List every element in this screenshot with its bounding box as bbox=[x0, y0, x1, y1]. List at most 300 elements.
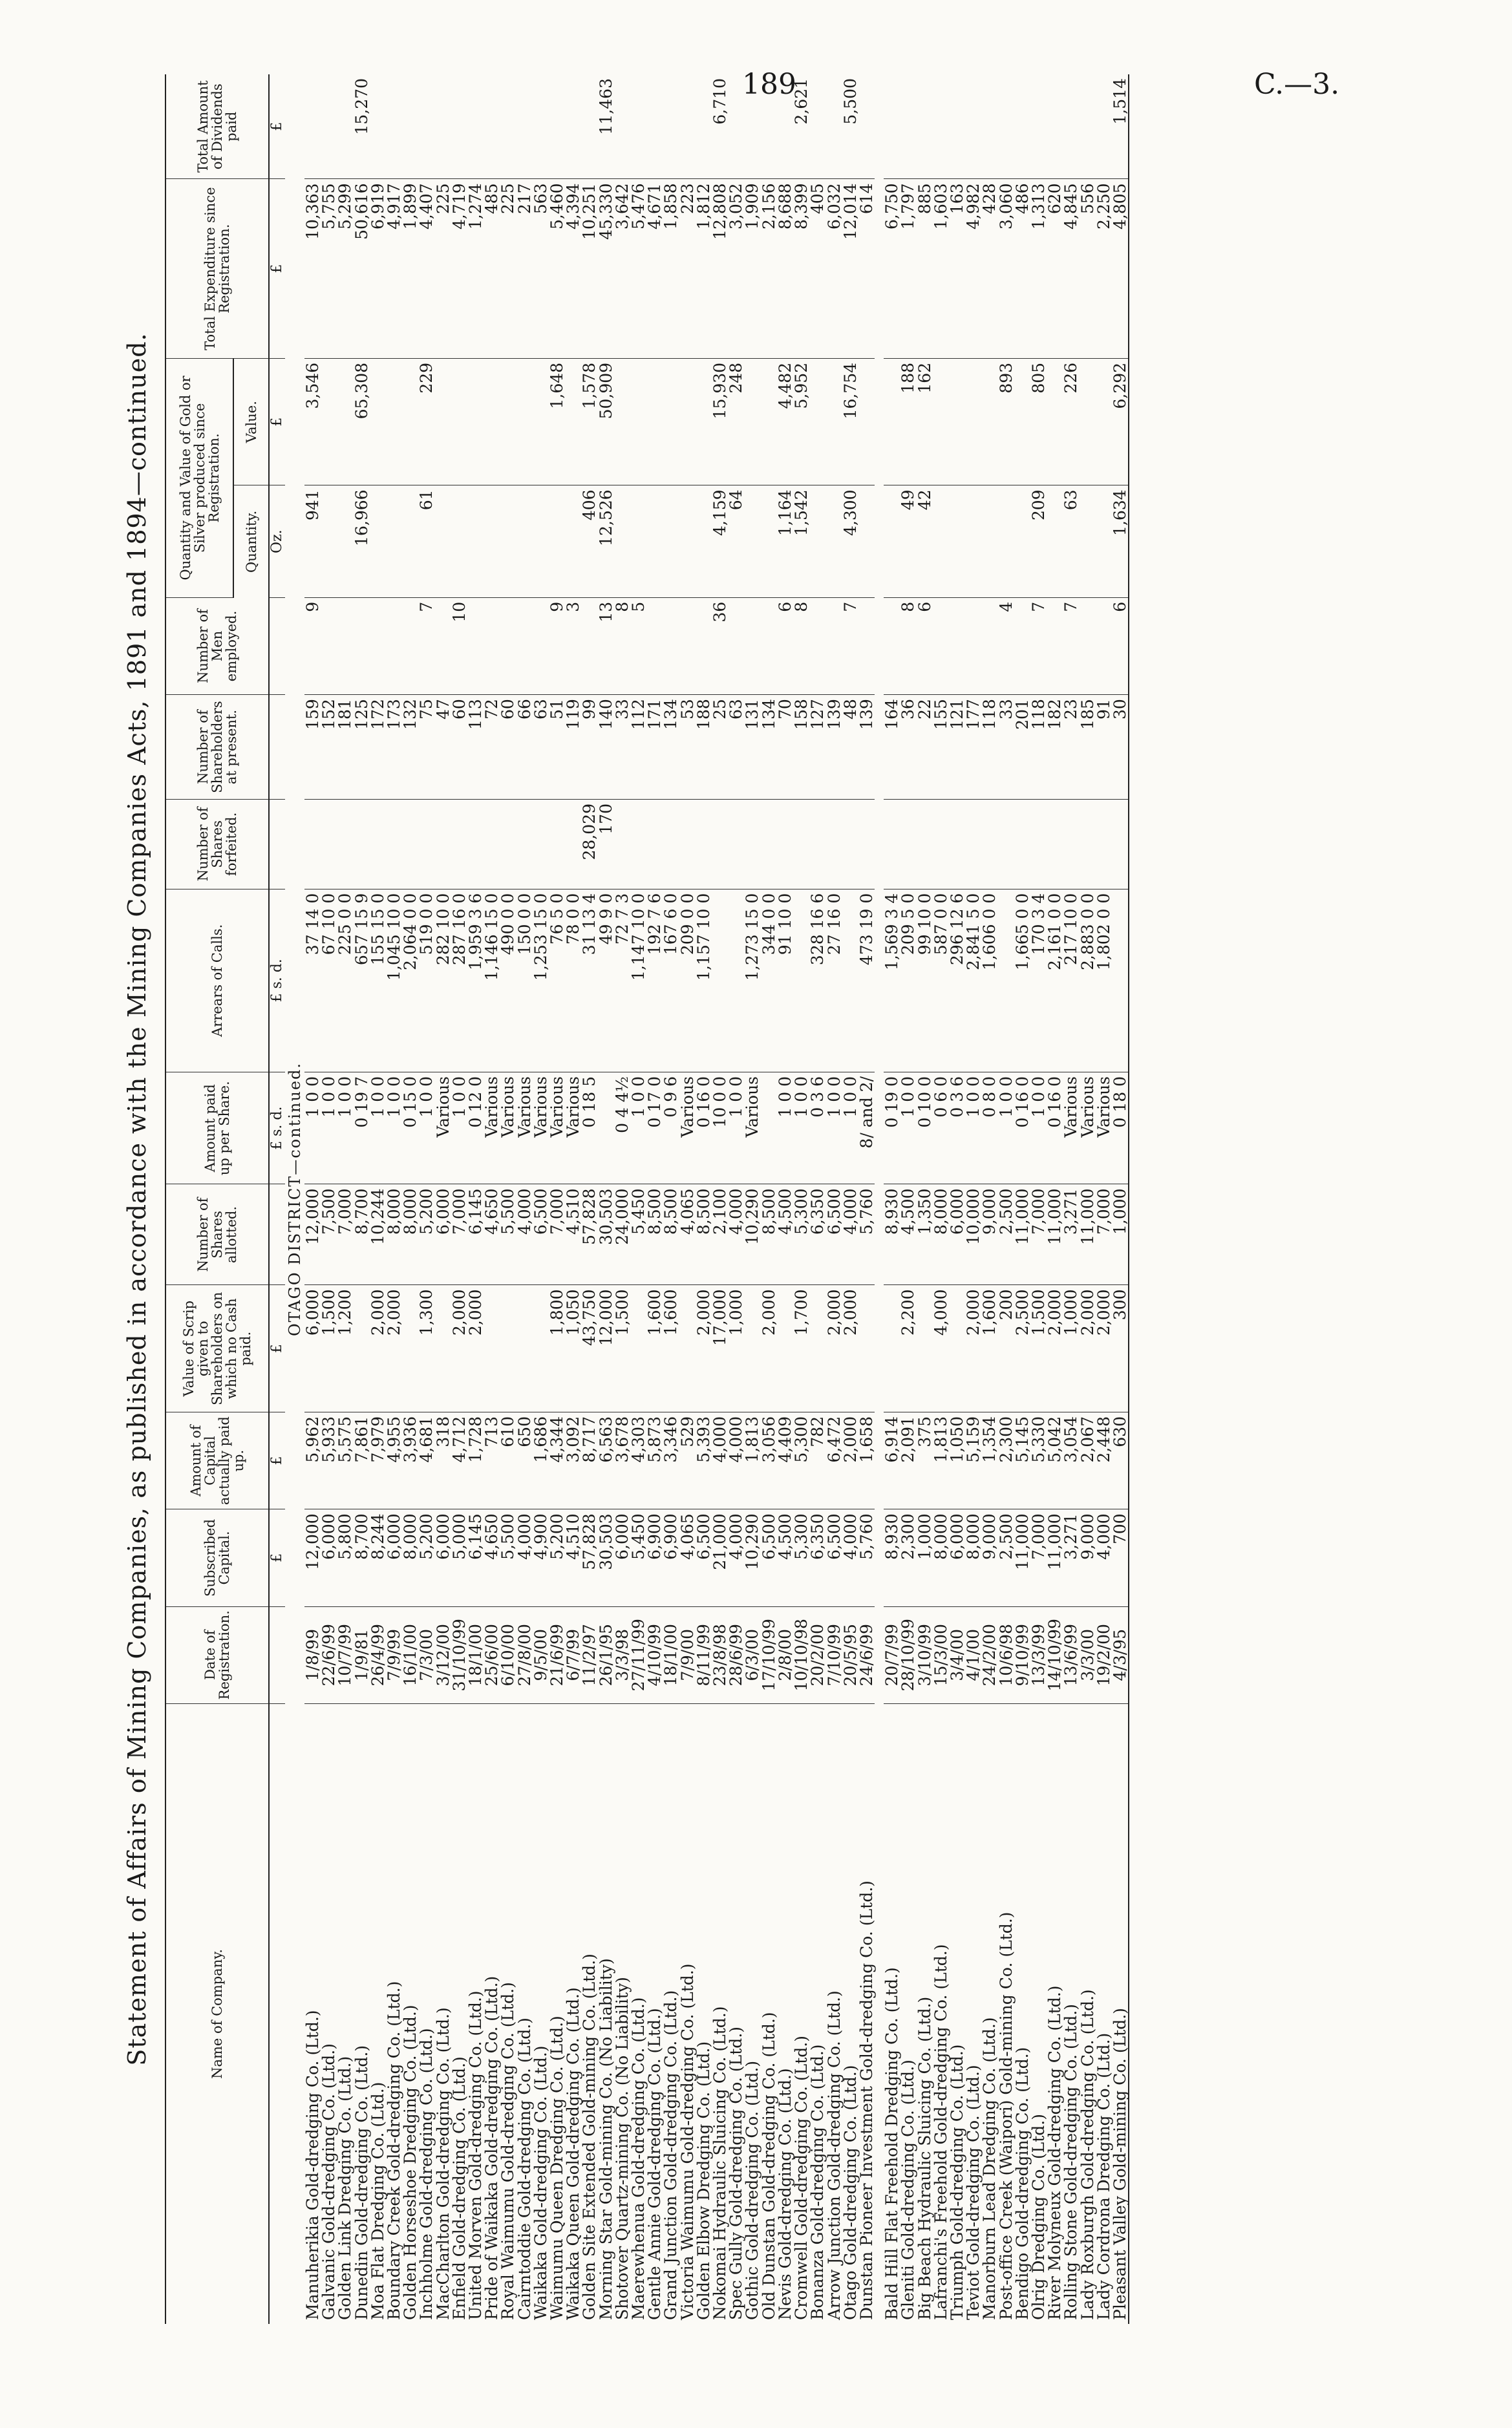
cell-alloted: 5,300 bbox=[793, 1184, 809, 1285]
cell-men: 9 bbox=[304, 597, 321, 694]
cell-ps: 0 9 6 bbox=[663, 1072, 679, 1184]
cell-arr: 1,606 0 0 bbox=[981, 889, 997, 1072]
cell-date: 10/10/98 bbox=[793, 1606, 809, 1703]
cell-name: Manuherikia Gold-dredging Co. (Ltd.) bbox=[303, 2010, 322, 2320]
cell-paid: 1,813 bbox=[933, 1412, 949, 1509]
cell-scrip: 1,000 bbox=[1063, 1285, 1079, 1412]
cell-forf bbox=[826, 800, 842, 889]
cell-date: 7/10/99 bbox=[826, 1606, 842, 1703]
cell-name: Bendigo Gold-dredging Co. (Ltd.) bbox=[1012, 2047, 1032, 2320]
cell-paid: 8,717 bbox=[581, 1412, 597, 1509]
cell-forf bbox=[728, 800, 744, 889]
cell-qty: 61 bbox=[418, 485, 434, 597]
cell-exp: 486 bbox=[1014, 179, 1030, 358]
cell-date: 6/3/00 bbox=[744, 1606, 760, 1703]
cell-alloted: 11,000 bbox=[1047, 1184, 1063, 1285]
cell-val bbox=[1096, 358, 1112, 485]
cell-name: Golden Site Extended Gold-mining Co. (Ltd.) bbox=[580, 1954, 599, 2320]
cell-alloted: 10,000 bbox=[965, 1184, 981, 1285]
cell-div bbox=[1014, 74, 1030, 179]
cell-sub: 5,200 bbox=[418, 1509, 434, 1606]
cell-men: 7 bbox=[1063, 597, 1079, 694]
cell-men bbox=[386, 597, 402, 694]
cell-scrip: 1,300 bbox=[418, 1285, 434, 1412]
cell-paid: 3,346 bbox=[663, 1412, 679, 1509]
cell-ps: 0 10 0 bbox=[917, 1072, 933, 1184]
cell-ps: 1 0 0 bbox=[370, 1072, 386, 1184]
cell-exp: 1,812 bbox=[696, 179, 712, 358]
cell-paid: 4,681 bbox=[418, 1412, 434, 1509]
cell-hold: 113 bbox=[467, 695, 484, 800]
cell-sub: 6,000 bbox=[614, 1509, 630, 1606]
table-row bbox=[858, 74, 875, 2324]
cell-hold: 131 bbox=[744, 695, 760, 800]
unit-per-share: £ s. d. bbox=[269, 1072, 285, 1184]
col-scrip: Value of Scrip given to Shareholders on which no Cash paid. bbox=[165, 1285, 269, 1412]
cell-sub: 8,000 bbox=[965, 1509, 981, 1606]
cell-qty: 16,966 bbox=[354, 485, 370, 597]
cell-men: 7 bbox=[842, 597, 858, 694]
cell-exp: 4,407 bbox=[418, 179, 434, 358]
col-subscribed: Subscribed Capital. bbox=[165, 1509, 269, 1606]
cell-sub: 4,650 bbox=[484, 1509, 500, 1606]
cell-scrip: 1,500 bbox=[321, 1285, 337, 1412]
cell-name: Gentle Annie Gold-dredging Co. (Ltd.) bbox=[645, 2008, 665, 2320]
cell-exp: 8,399 bbox=[793, 179, 809, 358]
cell-qty: 4,300 bbox=[842, 485, 858, 597]
cell-date: 16/1/00 bbox=[402, 1606, 418, 1703]
cell-alloted: 7,000 bbox=[1030, 1184, 1047, 1285]
cell-exp: 163 bbox=[949, 179, 965, 358]
cell-val bbox=[965, 358, 981, 485]
cell-div bbox=[1096, 74, 1112, 179]
cell-qty bbox=[981, 485, 997, 597]
cell-qty bbox=[998, 485, 1014, 597]
cell-men bbox=[1014, 597, 1030, 694]
cell-men bbox=[533, 597, 549, 694]
cell-scrip bbox=[679, 1285, 696, 1412]
cell-val bbox=[884, 358, 900, 485]
cell-forf bbox=[386, 800, 402, 889]
cell-men bbox=[981, 597, 997, 694]
cell-men bbox=[500, 597, 516, 694]
cell-qty bbox=[484, 485, 500, 597]
cell-ps: 0 16 0 bbox=[1047, 1072, 1063, 1184]
cell-forf bbox=[900, 800, 916, 889]
cell-val bbox=[337, 358, 353, 485]
cell-name: Moa Flat Dredging Co. (Ltd.) bbox=[368, 2082, 387, 2320]
cell-forf bbox=[884, 800, 900, 889]
cell-men bbox=[402, 597, 418, 694]
cell-sub: 7,000 bbox=[1030, 1509, 1047, 1606]
cell-qty bbox=[1096, 485, 1112, 597]
cell-sub: 8,700 bbox=[354, 1509, 370, 1606]
cell-forf bbox=[370, 800, 386, 889]
cell-arr: 192 7 6 bbox=[646, 889, 663, 1072]
cell-ps: Various bbox=[1063, 1072, 1079, 1184]
cell-hold: 36 bbox=[900, 695, 916, 800]
cell-paid: 4,409 bbox=[777, 1412, 793, 1509]
cell-scrip: 2,500 bbox=[1014, 1285, 1030, 1412]
cell-sub: 4,000 bbox=[842, 1509, 858, 1606]
cell-paid: 4,955 bbox=[386, 1412, 402, 1509]
cell-paid: 2,067 bbox=[1080, 1412, 1096, 1509]
table-row bbox=[809, 74, 825, 2324]
cell-name: Dunstan Pioneer Investment Gold-dredging Co. (Ltd.) bbox=[857, 1880, 876, 2320]
cell-arr: 209 0 0 bbox=[679, 889, 696, 1072]
cell-paid: 1,813 bbox=[744, 1412, 760, 1509]
cell-alloted: 8,500 bbox=[696, 1184, 712, 1285]
cell-div bbox=[998, 74, 1014, 179]
cell-exp: 12,808 bbox=[712, 179, 728, 358]
cell-name: Waikaka Queen Gold-dredging Co. (Ltd.) bbox=[564, 1987, 583, 2320]
cell-qty: 64 bbox=[728, 485, 744, 597]
cell-paid: 5,393 bbox=[696, 1412, 712, 1509]
cell-name: Inchholme Gold-dredging Co. (Ltd.) bbox=[417, 2028, 436, 2320]
cell-date: 6/7/99 bbox=[565, 1606, 581, 1703]
table-row bbox=[533, 74, 549, 2324]
cell-sub: 8,244 bbox=[370, 1509, 386, 1606]
cell-men bbox=[484, 597, 500, 694]
cell-val bbox=[370, 358, 386, 485]
cell-forf bbox=[858, 800, 875, 889]
cell-scrip: 2,000 bbox=[761, 1285, 777, 1412]
cell-paid: 3,936 bbox=[402, 1412, 418, 1509]
cell-paid: 5,145 bbox=[1014, 1412, 1030, 1509]
cell-qty bbox=[679, 485, 696, 597]
col-gold-group: Quantity and Value of Gold or Silver produced since Registration. bbox=[165, 358, 233, 597]
cell-val: 65,308 bbox=[354, 358, 370, 485]
document-code: C.—3. bbox=[1254, 68, 1340, 101]
cell-scrip bbox=[533, 1285, 549, 1412]
cell-val bbox=[451, 358, 467, 485]
cell-date: 3/10/99 bbox=[917, 1606, 933, 1703]
table-row bbox=[842, 74, 858, 2324]
cell-alloted: 4,650 bbox=[484, 1184, 500, 1285]
cell-exp: 4,845 bbox=[1063, 179, 1079, 358]
cell-forf bbox=[696, 800, 712, 889]
cell-sub: 10,290 bbox=[744, 1509, 760, 1606]
cell-exp: 225 bbox=[435, 179, 451, 358]
cell-name: Rolling Stone Gold-dredging Co. (Ltd.) bbox=[1061, 2004, 1081, 2320]
cell-exp: 3,060 bbox=[998, 179, 1014, 358]
cell-name: Cairntoddie Gold-dredging Co. (Ltd.) bbox=[515, 2018, 534, 2320]
col-paid-up: Amount of Capital actually paid up. bbox=[165, 1412, 269, 1509]
cell-val bbox=[467, 358, 484, 485]
cell-ps: 1 0 0 bbox=[451, 1072, 467, 1184]
cell-div bbox=[981, 74, 997, 179]
cell-paid: 5,300 bbox=[793, 1412, 809, 1509]
cell-exp: 6,032 bbox=[826, 179, 842, 358]
cell-name: Waikaka Gold-dredging Co. (Ltd.) bbox=[531, 2045, 550, 2320]
cell-alloted: 11,000 bbox=[1014, 1184, 1030, 1285]
cell-ps: 0 18 0 bbox=[1112, 1072, 1129, 1184]
cell-alloted: 8,930 bbox=[884, 1184, 900, 1285]
cell-name: Enfield Gold-dredging Co. (Ltd.) bbox=[449, 2056, 469, 2320]
cell-exp: 3,642 bbox=[614, 179, 630, 358]
cell-scrip: 200 bbox=[998, 1285, 1014, 1412]
table-row bbox=[484, 74, 500, 2324]
cell-name: MacCharlton Gold-dredging Co. (Ltd.) bbox=[433, 2007, 453, 2320]
cell-arr: 27 16 0 bbox=[826, 889, 842, 1072]
cell-ps: Various bbox=[435, 1072, 451, 1184]
cell-forf bbox=[516, 800, 533, 889]
cell-scrip: 2,000 bbox=[1047, 1285, 1063, 1412]
cell-date: 20/5/95 bbox=[842, 1606, 858, 1703]
cell-forf bbox=[565, 800, 581, 889]
cell-hold: 139 bbox=[826, 695, 842, 800]
cell-men bbox=[744, 597, 760, 694]
cell-sub: 5,760 bbox=[858, 1509, 875, 1606]
cell-sub: 6,900 bbox=[663, 1509, 679, 1606]
cell-hold: 47 bbox=[435, 695, 451, 800]
cell-val bbox=[826, 358, 842, 485]
cell-arr bbox=[1112, 889, 1129, 1072]
cell-scrip bbox=[809, 1285, 825, 1412]
cell-name: Golden Horseshoe Dredging Co. (Ltd.) bbox=[401, 2005, 420, 2320]
cell-men: 36 bbox=[712, 597, 728, 694]
cell-qty bbox=[467, 485, 484, 597]
cell-scrip bbox=[402, 1285, 418, 1412]
cell-ps: Various bbox=[565, 1072, 581, 1184]
cell-sub: 30,503 bbox=[598, 1509, 614, 1606]
cell-exp: 10,251 bbox=[581, 179, 597, 358]
cell-date: 17/10/99 bbox=[761, 1606, 777, 1703]
cell-forf bbox=[1030, 800, 1047, 889]
cell-div bbox=[614, 74, 630, 179]
cell-ps: 1 0 0 bbox=[728, 1072, 744, 1184]
cell-hold: 33 bbox=[614, 695, 630, 800]
page-number: 189 bbox=[742, 68, 796, 101]
cell-div bbox=[900, 74, 916, 179]
cell-exp: 405 bbox=[809, 179, 825, 358]
cell-qty bbox=[858, 485, 875, 597]
cell-name: Olrig Dredging Co. (Ltd.) bbox=[1028, 2114, 1048, 2320]
cell-hold: 118 bbox=[1030, 695, 1047, 800]
unit-paid-up: £ bbox=[269, 1412, 285, 1509]
cell-ps: 0 16 0 bbox=[1014, 1072, 1030, 1184]
cell-div bbox=[809, 74, 825, 179]
cell-alloted: 6,350 bbox=[809, 1184, 825, 1285]
table-row bbox=[679, 74, 696, 2324]
cell-div: 15,270 bbox=[354, 74, 370, 179]
cell-alloted: 8,500 bbox=[663, 1184, 679, 1285]
cell-alloted: 24,000 bbox=[614, 1184, 630, 1285]
cell-ps bbox=[761, 1072, 777, 1184]
cell-forf bbox=[1014, 800, 1030, 889]
cell-scrip: 6,000 bbox=[304, 1285, 321, 1412]
cell-date: 28/10/99 bbox=[900, 1606, 916, 1703]
cell-paid: 630 bbox=[1112, 1412, 1129, 1509]
cell-qty bbox=[1080, 485, 1096, 597]
cell-qty bbox=[321, 485, 337, 597]
cell-date: 28/6/99 bbox=[728, 1606, 744, 1703]
cell-ps: 1 0 0 bbox=[793, 1072, 809, 1184]
cell-val: 893 bbox=[998, 358, 1014, 485]
table-row bbox=[386, 74, 402, 2324]
cell-exp: 5,299 bbox=[337, 179, 353, 358]
cell-men: 10 bbox=[451, 597, 467, 694]
cell-qty bbox=[884, 485, 900, 597]
cell-paid: 2,300 bbox=[998, 1412, 1014, 1509]
cell-sub: 12,000 bbox=[304, 1509, 321, 1606]
cell-sub: 3,271 bbox=[1063, 1509, 1079, 1606]
cell-hold: 171 bbox=[646, 695, 663, 800]
cell-arr: 1,569 3 4 bbox=[884, 889, 900, 1072]
cell-scrip bbox=[949, 1285, 965, 1412]
cell-forf bbox=[679, 800, 696, 889]
unit-arrears: £ s. d. bbox=[269, 889, 285, 1072]
cell-forf bbox=[842, 800, 858, 889]
cell-paid: 5,575 bbox=[337, 1412, 353, 1509]
cell-forf bbox=[809, 800, 825, 889]
cell-hold: 127 bbox=[809, 695, 825, 800]
cell-exp: 225 bbox=[500, 179, 516, 358]
col-men: Number of Men employed. bbox=[165, 597, 269, 694]
cell-val bbox=[663, 358, 679, 485]
cell-paid: 318 bbox=[435, 1412, 451, 1509]
cell-men: 13 bbox=[598, 597, 614, 694]
cell-scrip: 2,000 bbox=[386, 1285, 402, 1412]
cell-men: 9 bbox=[549, 597, 565, 694]
cell-scrip: 1,600 bbox=[981, 1285, 997, 1412]
cell-forf: 28,029 bbox=[581, 800, 597, 889]
cell-hold: 119 bbox=[565, 695, 581, 800]
cell-hold: 172 bbox=[370, 695, 386, 800]
cell-sub: 6,000 bbox=[321, 1509, 337, 1606]
cell-ps: 1 0 0 bbox=[965, 1072, 981, 1184]
cell-scrip: 1,500 bbox=[1030, 1285, 1047, 1412]
cell-alloted: 8,500 bbox=[646, 1184, 663, 1285]
cell-hold: 63 bbox=[728, 695, 744, 800]
cell-men bbox=[1080, 597, 1096, 694]
cell-name: Gleniti Gold-dredging Co. (Ltd.) bbox=[899, 2060, 918, 2320]
cell-sub: 6,000 bbox=[386, 1509, 402, 1606]
cell-div bbox=[321, 74, 337, 179]
cell-exp: 1,797 bbox=[900, 179, 916, 358]
cell-qty: 406 bbox=[581, 485, 597, 597]
cell-name: Triumph Gold-dredging Co. (Ltd.) bbox=[947, 2044, 966, 2320]
cell-sub: 4,065 bbox=[679, 1509, 696, 1606]
cell-paid: 6,563 bbox=[598, 1412, 614, 1509]
cell-val bbox=[386, 358, 402, 485]
cell-val: 188 bbox=[900, 358, 916, 485]
cell-sub: 5,200 bbox=[549, 1509, 565, 1606]
cell-scrip: 2,000 bbox=[696, 1285, 712, 1412]
cell-paid: 5,330 bbox=[1030, 1412, 1047, 1509]
cell-hold: 53 bbox=[679, 695, 696, 800]
cell-hold: 134 bbox=[761, 695, 777, 800]
cell-arr: 150 0 0 bbox=[516, 889, 533, 1072]
cell-qty bbox=[549, 485, 565, 597]
cell-hold: 152 bbox=[321, 695, 337, 800]
cell-hold: 155 bbox=[933, 695, 949, 800]
cell-sub: 4,900 bbox=[533, 1509, 549, 1606]
cell-forf bbox=[1063, 800, 1079, 889]
cell-alloted: 9,000 bbox=[981, 1184, 997, 1285]
cell-name: Spec Gully Gold-dredging Co. (Ltd.) bbox=[727, 2026, 746, 2320]
cell-name: Victoria Waimumu Gold-dredging Co. (Ltd.) bbox=[677, 1963, 697, 2320]
units-row bbox=[269, 74, 285, 2324]
cell-alloted: 10,244 bbox=[370, 1184, 386, 1285]
table-row bbox=[321, 74, 337, 2324]
cell-div bbox=[933, 74, 949, 179]
cell-arr: 170 3 4 bbox=[1030, 889, 1047, 1072]
cell-ps: Various bbox=[500, 1072, 516, 1184]
cell-name: Lady Cordrona Dredging Co. (Ltd.) bbox=[1094, 2032, 1113, 2320]
cell-val bbox=[516, 358, 533, 485]
cell-ps: 1 0 0 bbox=[777, 1072, 793, 1184]
cell-exp: 6,919 bbox=[370, 179, 386, 358]
cell-hold: 22 bbox=[917, 695, 933, 800]
table-row bbox=[1063, 74, 1079, 2324]
cell-scrip bbox=[884, 1285, 900, 1412]
table-row bbox=[884, 74, 900, 2324]
cell-alloted: 8,000 bbox=[933, 1184, 949, 1285]
cell-arr bbox=[712, 889, 728, 1072]
cell-div bbox=[744, 74, 760, 179]
cell-alloted: 7,000 bbox=[549, 1184, 565, 1285]
cell-val bbox=[744, 358, 760, 485]
cell-men: 6 bbox=[917, 597, 933, 694]
cell-ps: 1 0 0 bbox=[337, 1072, 353, 1184]
col-value: Value. bbox=[233, 358, 269, 485]
cell-sub: 8,000 bbox=[933, 1509, 949, 1606]
cell-div bbox=[533, 74, 549, 179]
cell-arr: 1,253 15 0 bbox=[533, 889, 549, 1072]
cell-men: 7 bbox=[1030, 597, 1047, 694]
cell-sub: 5,000 bbox=[451, 1509, 467, 1606]
cell-men bbox=[516, 597, 533, 694]
cell-arr: 282 10 0 bbox=[435, 889, 451, 1072]
cell-ps: 1 0 0 bbox=[842, 1072, 858, 1184]
cell-val: 6,292 bbox=[1112, 358, 1129, 485]
cell-forf bbox=[321, 800, 337, 889]
cell-hold: 99 bbox=[581, 695, 597, 800]
rotated-statement bbox=[123, 74, 1464, 2324]
cell-forf bbox=[354, 800, 370, 889]
cell-scrip bbox=[516, 1285, 533, 1412]
cell-scrip: 2,000 bbox=[826, 1285, 842, 1412]
cell-alloted: 4,000 bbox=[842, 1184, 858, 1285]
cell-alloted: 12,000 bbox=[304, 1184, 321, 1285]
cell-arr: 1,665 0 0 bbox=[1014, 889, 1030, 1072]
cell-qty bbox=[826, 485, 842, 597]
cell-scrip bbox=[777, 1285, 793, 1412]
cell-men bbox=[1096, 597, 1112, 694]
cell-val bbox=[933, 358, 949, 485]
cell-exp: 6,750 bbox=[884, 179, 900, 358]
table-row bbox=[900, 74, 916, 2324]
cell-men bbox=[1047, 597, 1063, 694]
cell-qty bbox=[630, 485, 646, 597]
cell-men bbox=[933, 597, 949, 694]
table-row bbox=[598, 74, 614, 2324]
cell-ps: 0 16 0 bbox=[696, 1072, 712, 1184]
cell-men bbox=[884, 597, 900, 694]
cell-paid: 5,962 bbox=[304, 1412, 321, 1509]
cell-hold: 48 bbox=[842, 695, 858, 800]
cell-date: 10/6/98 bbox=[998, 1606, 1014, 1703]
cell-date: 7/3/00 bbox=[418, 1606, 434, 1703]
cell-date: 24/2/00 bbox=[981, 1606, 997, 1703]
cell-val: 1,648 bbox=[549, 358, 565, 485]
cell-name: Lafranchi's Freehold Gold-dredging Co. (Ltd.) bbox=[931, 1944, 950, 2320]
cell-exp: 8,688 bbox=[777, 179, 793, 358]
cell-forf bbox=[1112, 800, 1129, 889]
cell-men: 8 bbox=[900, 597, 916, 694]
statement-title: Statement of Affairs of Mining Companies, as published in accordance with the Mining Companies Acts, 1891 and 1894—continued. bbox=[123, 332, 151, 2066]
